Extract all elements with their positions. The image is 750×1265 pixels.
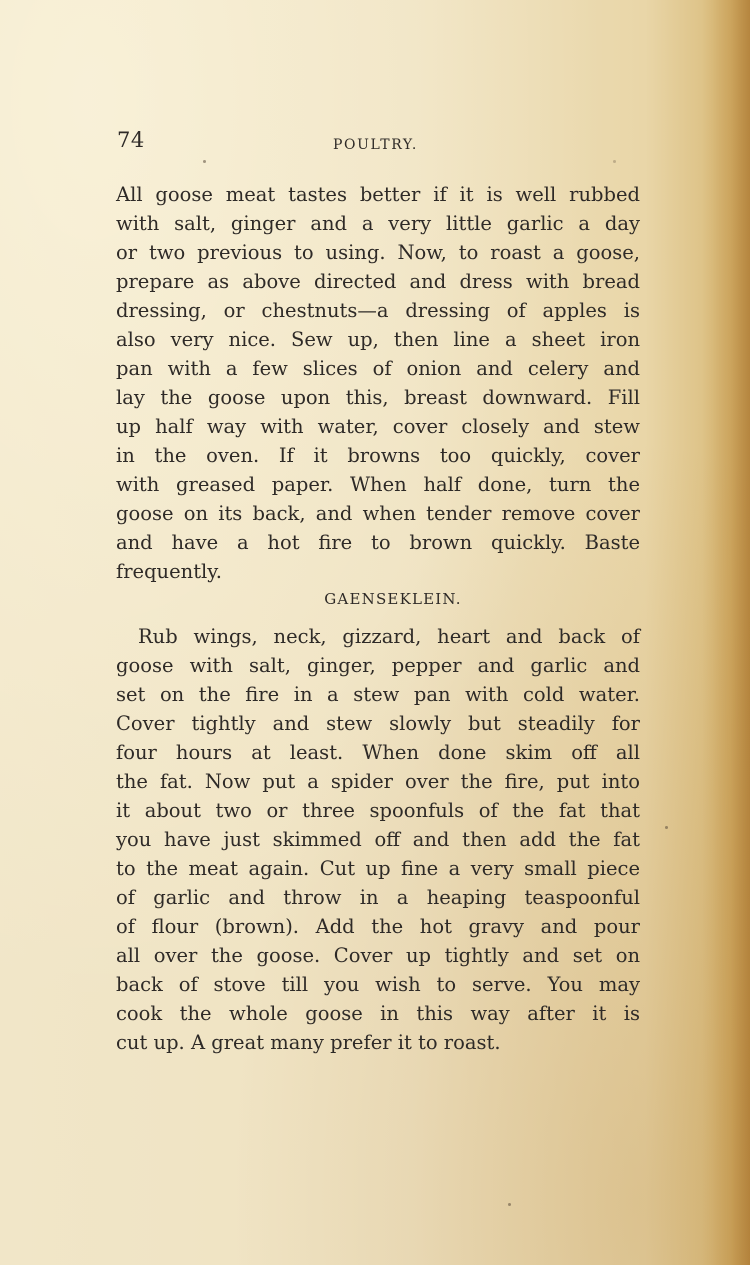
text-line: back of stove till you wish to serve. You may xyxy=(116,973,640,996)
paper-speck xyxy=(203,160,206,163)
text-line: set on the fire in a stew pan with cold water. xyxy=(116,683,640,706)
text-line: All goose meat tastes better if it is well rubbed xyxy=(116,183,640,206)
text-line: up half way with water, cover closely and stew xyxy=(116,415,640,438)
text-line: four hours at least. When done skim off all xyxy=(116,741,640,764)
text-line: Cover tightly and stew slowly but steadily for xyxy=(116,712,640,735)
text-line: and have a hot fire to brown quickly. Baste xyxy=(116,531,640,554)
text-line: pan with a few slices of onion and celery and xyxy=(116,357,640,380)
text-line: cook the whole goose in this way after it is xyxy=(116,1002,640,1025)
text-line: in the oven. If it browns too quickly, cover xyxy=(116,444,640,467)
text-line: goose with salt, ginger, pepper and garlic and xyxy=(116,654,640,677)
paper-speck xyxy=(613,160,616,163)
page-edge-shadow xyxy=(702,0,750,1265)
running-head: POULTRY. xyxy=(333,137,418,153)
text-line: lay the goose upon this, breast downward. Fill xyxy=(116,386,640,409)
body-text xyxy=(116,180,640,1057)
text-line: frequently. xyxy=(116,560,222,583)
text-line: cut up. A great many prefer it to roast. xyxy=(116,1031,501,1054)
text-line: Rub wings, neck, gizzard, heart and back of xyxy=(138,625,640,648)
text-line: of flour (brown). Add the hot gravy and pour xyxy=(116,915,640,938)
section-heading: GAENSEKLEIN. xyxy=(324,590,462,608)
text-line: you have just skimmed off and then add the fat xyxy=(116,828,640,851)
text-line: it about two or three spoonfuls of the fat that xyxy=(116,799,640,822)
paragraph-roast-goose xyxy=(116,180,640,586)
text-line: with salt, ginger and a very little garlic a day xyxy=(116,212,640,235)
text-line: prepare as above directed and dress with bread xyxy=(116,270,640,293)
text-line: dressing, or chestnuts—a dressing of apples is xyxy=(116,299,640,322)
text-line: the fat. Now put a spider over the fire, put into xyxy=(116,770,640,793)
paper-speck xyxy=(508,1203,511,1206)
text-line: all over the goose. Cover up tightly and set on xyxy=(116,944,640,967)
page-number: 74 xyxy=(117,128,145,152)
text-line: or two previous to using. Now, to roast a goose, xyxy=(116,241,640,264)
paper-speck xyxy=(665,826,668,829)
text-line: goose on its back, and when tender remove cover xyxy=(116,502,640,525)
text-line: also very nice. Sew up, then line a sheet iron xyxy=(116,328,640,351)
paragraph-gaensereklein xyxy=(116,622,640,1057)
text-line: with greased paper. When half done, turn the xyxy=(116,473,640,496)
text-line: of garlic and throw in a heaping teaspoonful xyxy=(116,886,640,909)
text-line: to the meat again. Cut up fine a very small piece xyxy=(116,857,640,880)
